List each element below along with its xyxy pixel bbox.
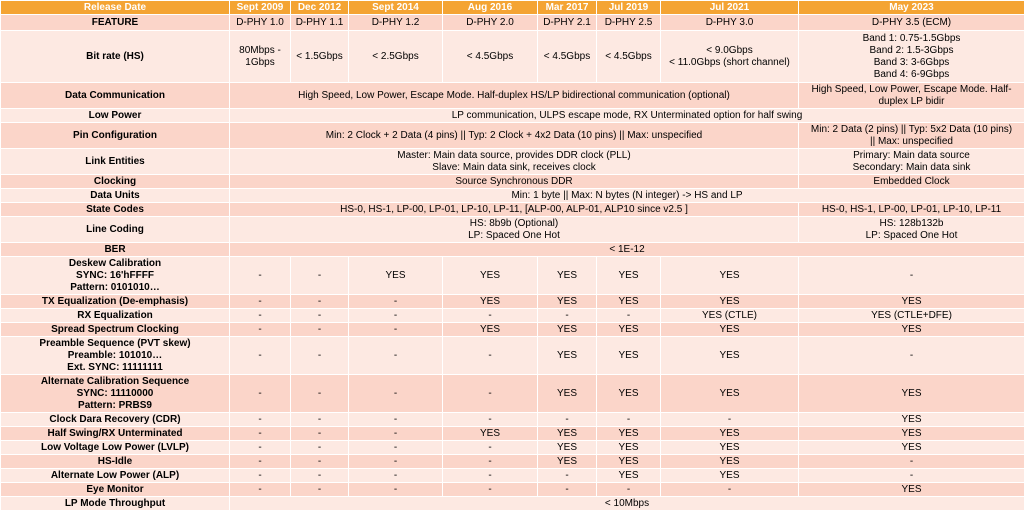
value-cell: -	[799, 469, 1024, 483]
table-row	[1, 109, 1024, 123]
value-cell: High Speed, Low Power, Escape Mode. Half- duplex LP bidir	[799, 83, 1024, 109]
value-cell: < 1E-12	[230, 243, 1024, 257]
value-cell: -	[443, 469, 538, 483]
value-cell: YES	[661, 427, 799, 441]
feature-label: BER	[1, 243, 230, 257]
feature-label: Link Entities	[1, 149, 230, 175]
value-cell: -	[443, 337, 538, 375]
feature-label: Bit rate (HS)	[1, 31, 230, 83]
value-cell: Embedded Clock	[799, 175, 1024, 189]
value-cell: -	[349, 441, 443, 455]
value-cell: -	[230, 309, 291, 323]
value-cell: -	[799, 337, 1024, 375]
feature-label: Pin Configuration	[1, 123, 230, 149]
value-cell: -	[349, 295, 443, 309]
value-cell: -	[597, 309, 661, 323]
value-cell: -	[291, 469, 349, 483]
value-cell: YES	[597, 337, 661, 375]
value-cell: Master: Main data source, provides DDR clock (PLL) Slave: Main data sink, receives clock	[230, 149, 799, 175]
feature-label: Preamble Sequence (PVT skew) Preamble: 101010… Ext. SYNC: 11111111	[1, 337, 230, 375]
feature-label: Clocking	[1, 175, 230, 189]
value-cell: YES	[538, 337, 597, 375]
value-cell: -	[291, 295, 349, 309]
version-cell: D-PHY 1.0	[230, 15, 291, 31]
value-cell: -	[538, 469, 597, 483]
table-row	[1, 243, 1024, 257]
feature-label: Data Communication	[1, 83, 230, 109]
table-row	[1, 203, 1024, 217]
value-cell: High Speed, Low Power, Escape Mode. Half-duplex HS/LP bidirectional communication (optional)	[230, 83, 799, 109]
value-cell: -	[349, 337, 443, 375]
table-row	[1, 323, 1024, 337]
value-cell: -	[230, 337, 291, 375]
value-cell: YES	[538, 441, 597, 455]
value-cell: YES	[538, 375, 597, 413]
value-cell: YES	[443, 323, 538, 337]
value-cell: < 10Mbps	[230, 497, 1024, 511]
value-cell: YES	[799, 483, 1024, 497]
value-cell: -	[443, 441, 538, 455]
feature-label: Line Coding	[1, 217, 230, 243]
table-row	[1, 257, 1024, 295]
feature-label: Eye Monitor	[1, 483, 230, 497]
table-row	[1, 413, 1024, 427]
version-cell: D-PHY 1.1	[291, 15, 349, 31]
value-cell: -	[799, 257, 1024, 295]
version-cell: D-PHY 2.1	[538, 15, 597, 31]
value-cell: Source Synchronous DDR	[230, 175, 799, 189]
value-cell: < 4.5Gbps	[597, 31, 661, 83]
value-cell: YES	[597, 323, 661, 337]
value-cell: YES (CTLE)	[661, 309, 799, 323]
value-cell: Band 1: 0.75-1.5Gbps Band 2: 1.5-3Gbps Band 3: 3-6Gbps Band 4: 6-9Gbps	[799, 31, 1024, 83]
value-cell: YES	[661, 455, 799, 469]
table-body	[1, 15, 1024, 511]
value-cell: -	[799, 455, 1024, 469]
table-row	[1, 31, 1024, 83]
release-date-cell: Dec 2012	[291, 1, 349, 15]
value-cell: HS-0, HS-1, LP-00, LP-01, LP-10, LP-11	[799, 203, 1024, 217]
value-cell: YES	[661, 441, 799, 455]
value-cell: -	[443, 483, 538, 497]
value-cell: 80Mbps - 1Gbps	[230, 31, 291, 83]
release-date-cell: Jul 2019	[597, 1, 661, 15]
release-date-cell: Mar 2017	[538, 1, 597, 15]
value-cell: YES	[597, 295, 661, 309]
value-cell: -	[230, 413, 291, 427]
version-cell: D-PHY 3.0	[661, 15, 799, 31]
table-row	[1, 427, 1024, 441]
value-cell: < 2.5Gbps	[349, 31, 443, 83]
value-cell: -	[291, 323, 349, 337]
value-cell: -	[597, 483, 661, 497]
value-cell: YES	[597, 257, 661, 295]
value-cell: YES	[661, 375, 799, 413]
value-cell: -	[230, 469, 291, 483]
feature-label: TX Equalization (De-emphasis)	[1, 295, 230, 309]
release-date-cell: Aug 2016	[443, 1, 538, 15]
value-cell: YES	[538, 295, 597, 309]
value-cell: YES	[597, 375, 661, 413]
value-cell: -	[538, 413, 597, 427]
value-cell: -	[443, 309, 538, 323]
value-cell: -	[349, 427, 443, 441]
value-cell: HS: 128b132b LP: Spaced One Hot	[799, 217, 1024, 243]
value-cell: YES	[799, 441, 1024, 455]
value-cell: -	[291, 309, 349, 323]
value-cell: -	[230, 323, 291, 337]
value-cell: -	[538, 483, 597, 497]
feature-label: Spread Spectrum Clocking	[1, 323, 230, 337]
value-cell: YES	[597, 469, 661, 483]
value-cell: YES	[661, 323, 799, 337]
release-date-cell: May 2023	[799, 1, 1024, 15]
value-cell: YES	[443, 257, 538, 295]
value-cell: -	[661, 483, 799, 497]
table-row	[1, 337, 1024, 375]
table-row	[1, 15, 1024, 31]
value-cell: YES	[799, 375, 1024, 413]
value-cell: -	[230, 441, 291, 455]
value-cell: Primary: Main data source Secondary: Main data sink	[799, 149, 1024, 175]
table-row	[1, 497, 1024, 511]
value-cell: -	[230, 427, 291, 441]
value-cell: -	[291, 483, 349, 497]
value-cell: YES	[799, 323, 1024, 337]
value-cell: -	[291, 427, 349, 441]
value-cell: YES	[799, 295, 1024, 309]
value-cell: -	[349, 483, 443, 497]
value-cell: < 4.5Gbps	[443, 31, 538, 83]
table-row	[1, 175, 1024, 189]
table-row	[1, 469, 1024, 483]
value-cell: YES	[597, 441, 661, 455]
value-cell: -	[443, 375, 538, 413]
release-date-cell: Sept 2014	[349, 1, 443, 15]
value-cell: Min: 2 Clock + 2 Data (4 pins) || Typ: 2 Clock + 4x2 Data (10 pins) || Max: unspecified	[230, 123, 799, 149]
value-cell: -	[291, 441, 349, 455]
value-cell: HS-0, HS-1, LP-00, LP-01, LP-10, LP-11, [ALP-00, ALP-01, ALP10 since v2.5 ]	[230, 203, 799, 217]
feature-label: Low Power	[1, 109, 230, 123]
value-cell: Min: 1 byte || Max: N bytes (N integer) -> HS and LP	[230, 189, 1024, 203]
value-cell: YES	[597, 427, 661, 441]
value-cell: YES (CTLE+DFE)	[799, 309, 1024, 323]
value-cell: -	[443, 455, 538, 469]
feature-label: Low Voltage Low Power (LVLP)	[1, 441, 230, 455]
table-header	[1, 1, 1024, 15]
value-cell: -	[230, 483, 291, 497]
feature-label: Deskew Calibration SYNC: 16'hFFFF Pattern: 0101010…	[1, 257, 230, 295]
table-row	[1, 483, 1024, 497]
table-row	[1, 189, 1024, 203]
value-cell: Min: 2 Data (2 pins) || Typ: 5x2 Data (10 pins) || Max: unspecified	[799, 123, 1024, 149]
value-cell: YES	[799, 413, 1024, 427]
value-cell: -	[661, 413, 799, 427]
feature-label: Clock Dara Recovery (CDR)	[1, 413, 230, 427]
feature-label: Half Swing/RX Unterminated	[1, 427, 230, 441]
value-cell: YES	[661, 337, 799, 375]
value-cell: YES	[799, 427, 1024, 441]
value-cell: -	[349, 413, 443, 427]
value-cell: HS: 8b9b (Optional) LP: Spaced One Hot	[230, 217, 799, 243]
value-cell: YES	[661, 257, 799, 295]
value-cell: -	[349, 455, 443, 469]
value-cell: YES	[661, 469, 799, 483]
feature-label: LP Mode Throughput	[1, 497, 230, 511]
value-cell: YES	[538, 455, 597, 469]
value-cell: YES	[349, 257, 443, 295]
value-cell: -	[291, 257, 349, 295]
version-cell: D-PHY 3.5 (ECM)	[799, 15, 1024, 31]
table-row	[1, 83, 1024, 109]
table-row	[1, 441, 1024, 455]
feature-label: State Codes	[1, 203, 230, 217]
feature-label: Alternate Low Power (ALP)	[1, 469, 230, 483]
value-cell: -	[349, 323, 443, 337]
release-date-cell: Jul 2021	[661, 1, 799, 15]
value-cell: < 9.0Gbps < 11.0Gbps (short channel)	[661, 31, 799, 83]
feature-label: RX Equalization	[1, 309, 230, 323]
table-row	[1, 217, 1024, 243]
value-cell: -	[230, 455, 291, 469]
value-cell: YES	[443, 427, 538, 441]
value-cell: -	[349, 469, 443, 483]
feature-label: Alternate Calibration Sequence SYNC: 11110000 Pattern: PRBS9	[1, 375, 230, 413]
value-cell: YES	[538, 323, 597, 337]
version-cell: D-PHY 2.0	[443, 15, 538, 31]
value-cell: -	[230, 257, 291, 295]
value-cell: -	[349, 309, 443, 323]
value-cell: -	[349, 375, 443, 413]
value-cell: -	[230, 295, 291, 309]
release-date-label: Release Date	[1, 1, 230, 15]
feature-label: HS-Idle	[1, 455, 230, 469]
release-date-row	[1, 1, 1024, 15]
value-cell: -	[538, 309, 597, 323]
value-cell: YES	[597, 455, 661, 469]
value-cell: -	[291, 455, 349, 469]
version-cell: D-PHY 2.5	[597, 15, 661, 31]
value-cell: -	[230, 375, 291, 413]
table-row	[1, 309, 1024, 323]
table-row	[1, 375, 1024, 413]
value-cell: < 4.5Gbps	[538, 31, 597, 83]
table-row	[1, 295, 1024, 309]
value-cell: -	[291, 413, 349, 427]
value-cell: YES	[538, 257, 597, 295]
value-cell: YES	[661, 295, 799, 309]
value-cell: -	[443, 413, 538, 427]
table-row	[1, 149, 1024, 175]
value-cell: YES	[443, 295, 538, 309]
value-cell: -	[291, 375, 349, 413]
table-row	[1, 455, 1024, 469]
version-cell: D-PHY 1.2	[349, 15, 443, 31]
table-row	[1, 123, 1024, 149]
value-cell: < 1.5Gbps	[291, 31, 349, 83]
value-cell: LP communication, ULPS escape mode, RX Unterminated option for half swing	[230, 109, 1024, 123]
release-date-cell: Sept 2009	[230, 1, 291, 15]
value-cell: -	[291, 337, 349, 375]
feature-label: FEATURE	[1, 15, 230, 31]
value-cell: -	[597, 413, 661, 427]
feature-label: Data Units	[1, 189, 230, 203]
value-cell: YES	[538, 427, 597, 441]
